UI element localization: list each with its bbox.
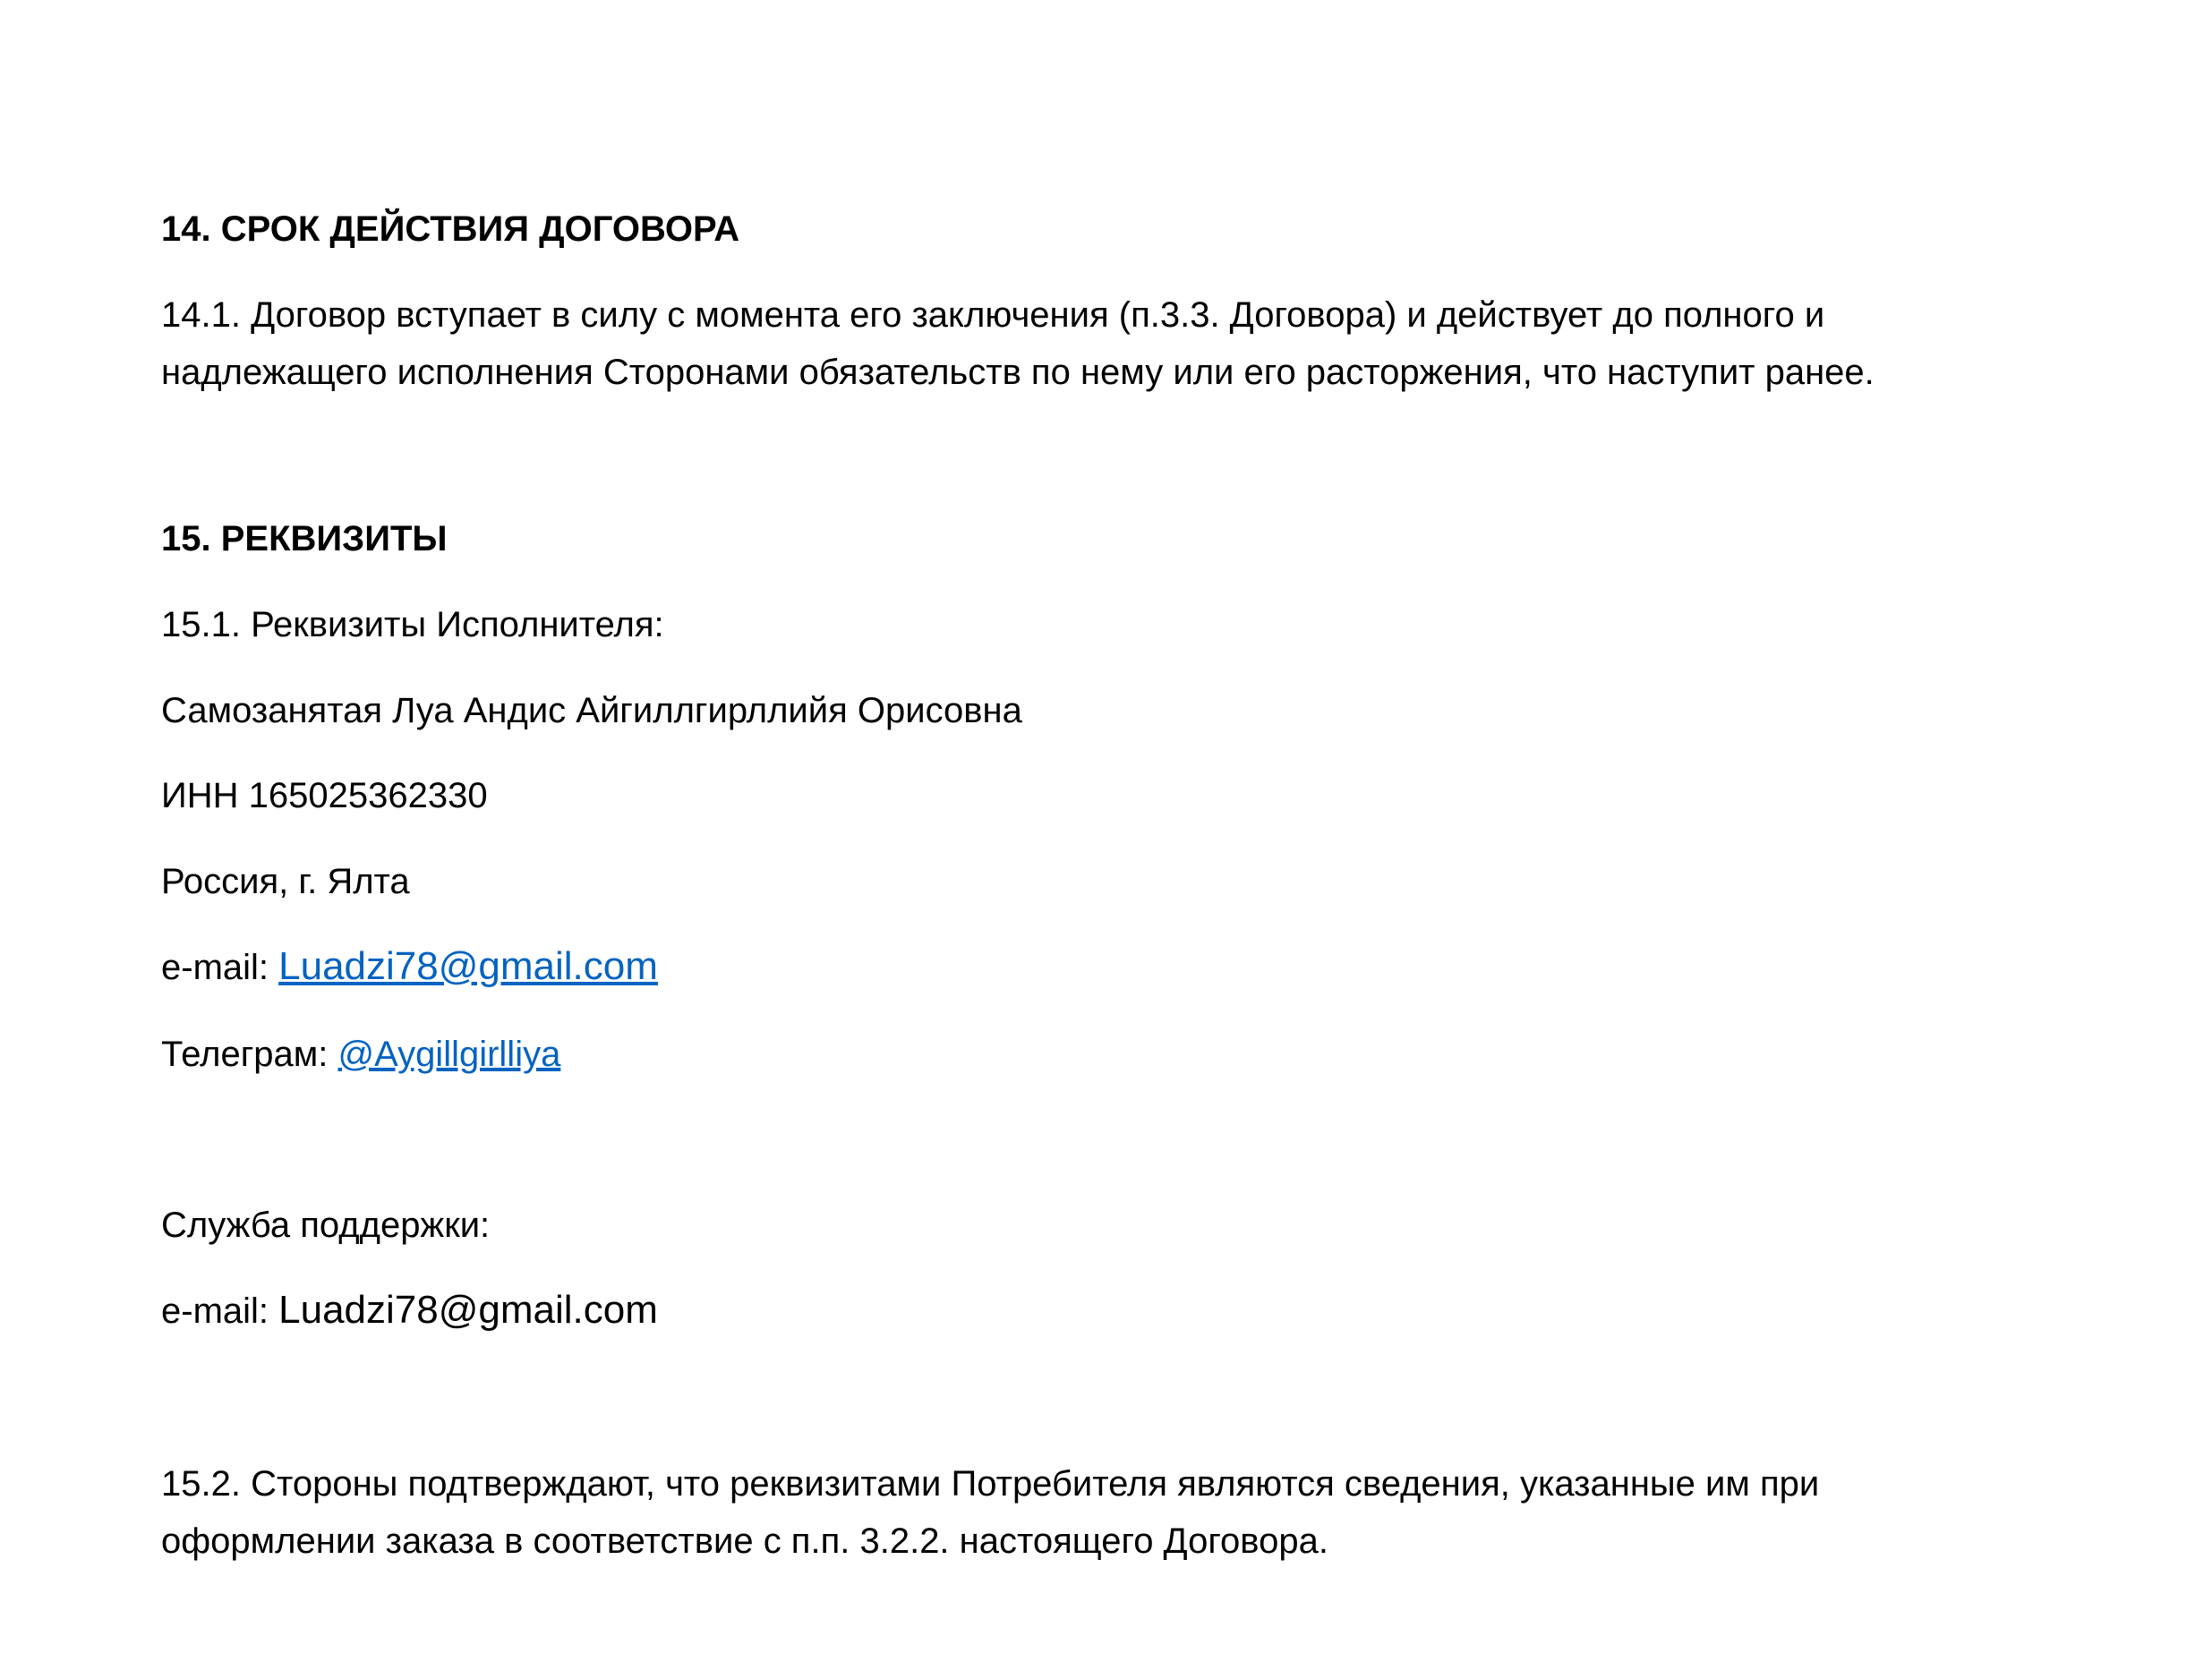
clause-15-1-title: 15.1. Реквизиты Исполнителя: [161,605,664,644]
executor-inn: ИНН 165025362330 [161,776,488,815]
support-label: Служба поддержки: [161,1206,491,1245]
email-label: e-mail: [161,948,279,987]
clause-14-1-line-2: надлежащего исполнения Сторонами обязательств по нему или его расторжения, что наступит ранее. [161,353,1875,392]
support-email-row [161,1289,658,1333]
support-email: Luadzi78@gmail.com [278,1288,658,1332]
clause-15-2-line-2: оформлении заказа в соответствие с п.п. 3.2.2. настоящего Договора. [161,1521,1328,1561]
executor-name: Самозанятая Луа Андис Айгиллгирллийя Орисовна [161,691,1022,730]
executor-email-row [161,945,658,989]
clause-15-2-line-1: 15.2. Стороны подтверждают, что реквизитами Потребителя являются сведения, указанные им при [161,1464,1820,1504]
support-email-label: e-mail: [161,1291,279,1331]
telegram-label: Телеграм: [161,1035,338,1074]
section-15-heading: 15. РЕКВИЗИТЫ [161,519,448,558]
telegram-link[interactable]: @Aygillgirlliya [337,1035,561,1074]
section-14-heading: 14. СРОК ДЕЙСТВИЯ ДОГОВОРА [161,209,740,249]
executor-email-link[interactable]: Luadzi78@gmail.com [278,944,658,988]
executor-telegram-row [161,1033,560,1076]
executor-location: Россия, г. Ялта [161,862,410,901]
clause-14-1-line-1: 14.1. Договор вступает в силу с момента его заключения (п.3.3. Договора) и действует до полного и [161,295,1825,335]
